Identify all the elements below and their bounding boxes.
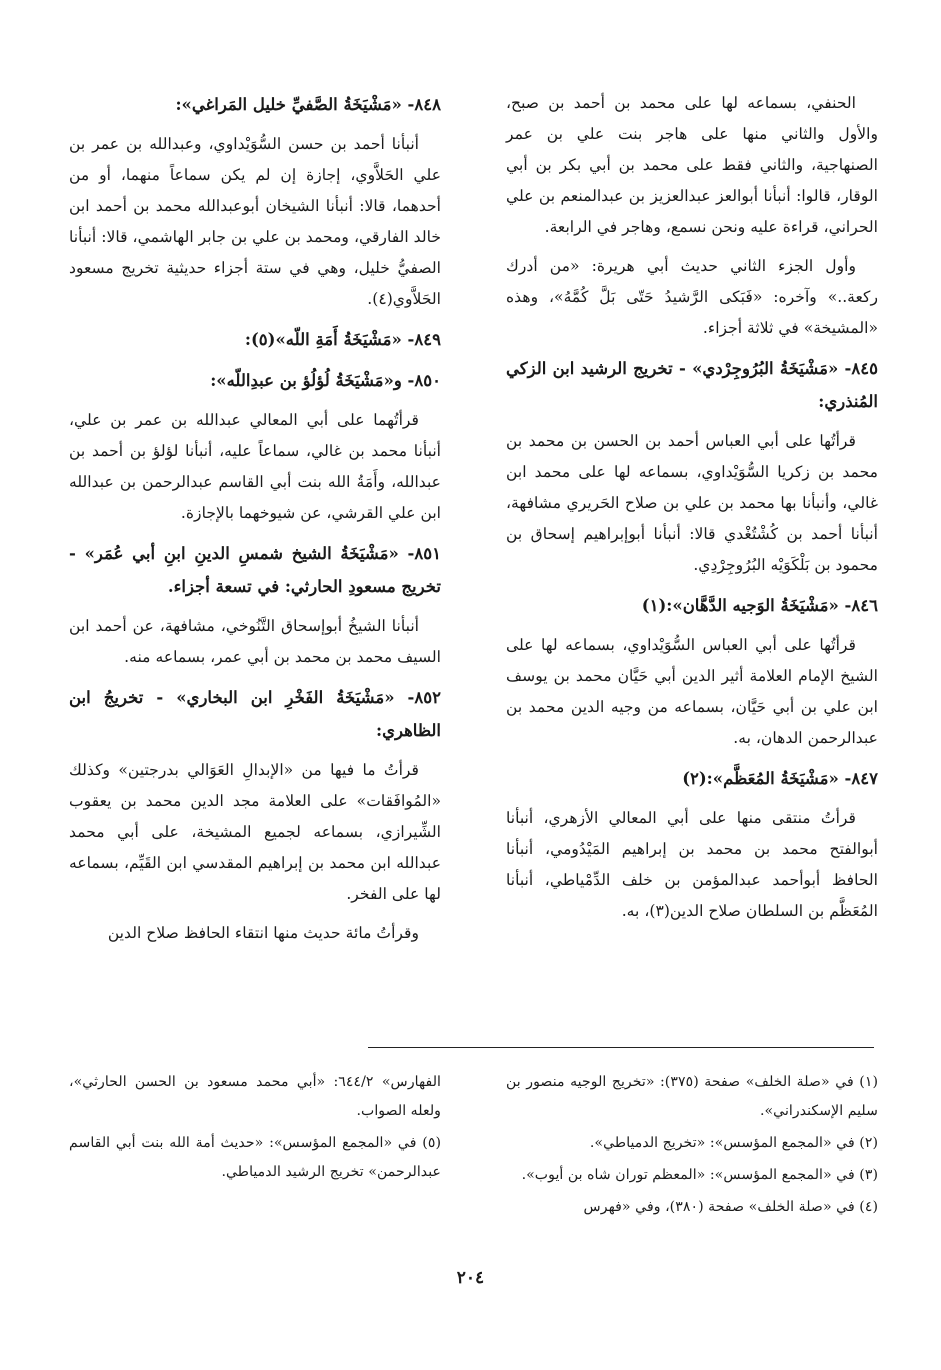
entry-heading: ٨٤٥- «مَشْيَخَةُ البُرُوجِرْدي» - تخريج الرشيد ابن الزكي المُنذري:	[506, 359, 878, 411]
footnotes-left-column	[69, 1068, 441, 1190]
paragraph: أنبأنا الشيخُ أبوإسحاق التَّنُوخي، مشافهة، عن أحمد ابن السيف محمد بن محمد بن أبي عمر، بسماعه منه.	[69, 617, 441, 666]
paragraph: وقرأتُ مائة حديث منها انتقاء الحافظ صلاح الدين	[107, 924, 419, 942]
paragraph: الحنفي، بسماعه لها على محمد بن أحمد بن صبح، والأول والثاني منها على هاجر بنت علي بن عمر الصنهاجية، والثاني فقط على محمد بن أبي بكر بن أبي الوقار، قالوا: أنبأنا أبوالعز عبدالعزيز بن عبدالمنعم بن علي الحراني، قراءة عليه ونحن نسمع، وهاجر في الرابعة.	[506, 94, 878, 236]
entry-heading: ٨٥١- «مَشْيَخَةُ الشيخ شمسِ الدينِ ابنِ أبي عُمَر» - تخريج مسعودِ الحارثي: في تسعة أجزاء.	[69, 544, 441, 596]
footnote: (٢) في «المجمع المؤسس»: «تخريج الدمياطي».	[589, 1135, 878, 1151]
footnote: (١) في «صلة الخلف» صفحة (٣٧٥): «تخريج الوجيه منصور بن سليم الإسكندراني».	[506, 1074, 878, 1119]
paragraph: وأول الجزء الثاني حديث أبي هريرة: «من أدرك ركعة..» وآخره: «فَبَكى الرَّشيدُ حَتّى بَلَّ كُمَّهُ»، وهذه «المشيخة» في ثلاثة أجزاء.	[506, 257, 878, 337]
paragraph: قرأتُهما على أبي المعالي عبدالله بن عمر بن علي، أنبأنا محمد بن غالي، سماعاً عليه، أنبأنا لؤلؤ بن أحمد بن عبدالله، وأَمَةُ الله بنت أبي القاسم عبدالرحمن بن عبدالله ابن علي القرشي، عن شيوخهما بالإجازة.	[69, 411, 441, 522]
paragraph: قرأتُ ما فيها من «الإبدالِ العَوَالي بدرجتين» وكذلك «المُوافَقات» على العلامة مجد الدين محمد بن يعقوب الشِّيرازي، بسماعه لجميع المشيخة، على أبي محمد عبدالله ابن محمد بن إبراهيم المقدسي ابن القَيِّم، بسماعه لها على الفخر.	[69, 761, 441, 903]
footnote: الفهارس» ٦٤٤/٢: «أبي محمد مسعود بن الحسن الحارثي»، ولعله الصواب.	[69, 1074, 441, 1119]
entry-heading: ٨٤٨- «مَشْيَخَةُ الصَّفيِّ خليل المَراغي»:	[175, 95, 441, 114]
footnotes-right-column	[506, 1068, 878, 1225]
paragraph: أنبأنا أحمد بن حسن السُّوَيْداوي، وعبدالله بن عمر بن علي الحَلاَّوي، إجازة إن لم يكن سماعاً منهما، أو من أحدهما، قالا: أنبأنا الشيخان أبوعبدالله محمد بن أحمد ابن خالد الفارقي، ومحمد بن علي بن جابر الهاشمي، قالا: أنبأنا الصفيُّ خليل، وهي في ستة أجزاء حديثية تخريج مسعود الحَلاَّوي(٤).	[69, 135, 441, 308]
footnote-separator	[368, 1047, 874, 1048]
entry-heading: ٨٤٧- «مَشْيَخَةُ المُعَظَّم»:(٢)	[682, 769, 878, 788]
entry-heading: ٨٥٠- و«مَشْيَخَةُ لُؤلُؤ بن عبدِاللّه»:	[210, 371, 441, 390]
footnote: (٣) في «المجمع المؤسس»: «المعظم توران شاه بن أيوب».	[521, 1167, 878, 1183]
entry-heading: ٨٥٢- «مَشْيَخَةُ الفَخْرِ ابن البخاري» - تخريجُ ابن الظاهري:	[69, 688, 441, 740]
entry-heading: ٨٤٦- «مَشْيَخَةُ الوَجيه الدَّهَّان»:(١)	[641, 596, 878, 615]
paragraph: قرأتُ منتقى منها على أبي المعالي الأزهري، أنبأنا أبوالفتح محمد بن محمد بن إبراهيم المَيْدُومي، أنبأنا الحافظ أبوأحمد عبدالمؤمن بن خلف الدِّمْياطي، أنبأنا المُعَظَّم بن السلطان صلاح الدين(٣)، به.	[506, 809, 878, 920]
page-number: ٢٠٤	[456, 1268, 485, 1288]
footnote: (٤) في «صلة الخلف» صفحة (٣٨٠)، وفي «فهرس	[583, 1199, 878, 1215]
right-column	[506, 88, 878, 935]
footnote: (٥) في «المجمع المؤسس»: «حديث أمة الله بنت أبي القاسم عبدالرحمن» تخريج الرشيد الدمياطي.	[69, 1135, 441, 1180]
left-column	[69, 88, 441, 957]
paragraph: قرأتُها على أبي العباس أحمد بن الحسن بن محمد بن محمد بن زكريا السُّوَيْداوي، بسماعه لها على محمد ابن غالي، وأنبأنا بها محمد بن علي بن صلاح الحَريري مشافهة، أنبأنا أحمد بن كُشْتُغْدي قالا: أنبأنا أبوإبراهيم إسحاق بن محمود بن بَلْكَوَيْه البُرُوجِرْدِي.	[506, 432, 878, 574]
paragraph: قرأتُها على أبي العباس السُّوَيْداوي، بسماعه لها على الشيخ الإمام العلامة أثير الدين أبي حَيَّان محمد بن يوسف ابن علي بن أبي حَيَّان، بسماعه من وجيه الدين محمد بن عبدالرحمن الدهان، به.	[506, 636, 878, 747]
entry-heading: ٨٤٩- «مَشْيَخَةُ أَمَةِ اللّه»(٥):	[244, 330, 441, 349]
